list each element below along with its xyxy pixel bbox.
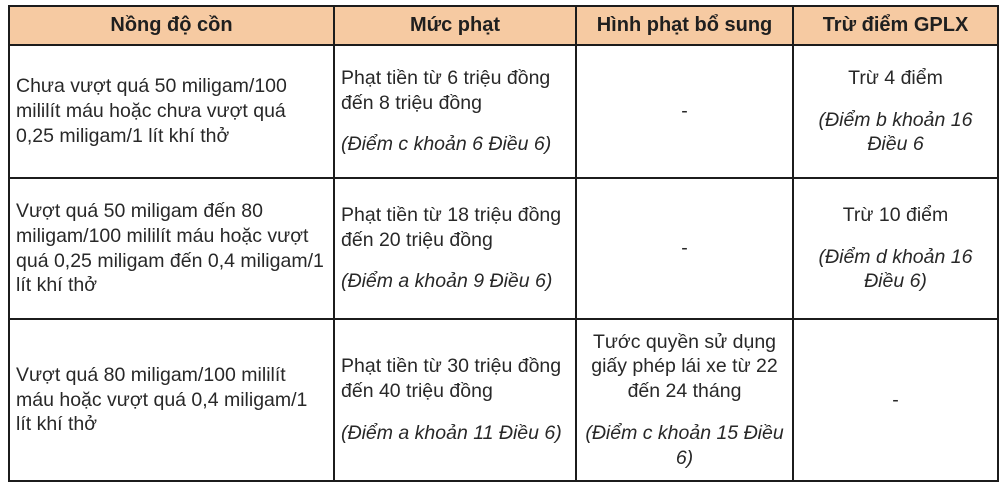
- cell-fine: [334, 319, 576, 481]
- cell-fine: [334, 178, 576, 319]
- fine-legal-note: (Điểm a khoản 11 Điều 6): [341, 421, 562, 444]
- cell-license-points: [793, 319, 998, 481]
- license-points-legal-note: (Điểm d khoản 16 Điều 6): [818, 245, 973, 293]
- cell-fine: [334, 45, 576, 178]
- table-row: [9, 319, 998, 481]
- license-points-text: Trừ 4 điểm: [848, 66, 943, 89]
- table-row: [9, 178, 998, 319]
- fine-text: Phạt tiền từ 6 triệu đồng đến 8 triệu đồng: [341, 66, 551, 114]
- col-header-alcohol-concentration: Nồng độ cồn: [9, 6, 334, 45]
- header-row: [9, 6, 998, 45]
- concentration-text: Chưa vượt quá 50 miligam/100 mililít máu hoặc chưa vượt quá 0,25 miligam/1 lít khí thở: [16, 75, 287, 147]
- fine-legal-note: (Điểm c khoản 6 Điều 6): [341, 133, 552, 156]
- cell-additional-penalty: [576, 45, 793, 178]
- cell-concentration: [9, 45, 334, 178]
- col-header-fine-level: Mức phạt: [334, 6, 576, 45]
- cell-license-points: [793, 178, 998, 319]
- concentration-text: Vượt quá 50 miligam đến 80 miligam/100 mililít máu hoặc vượt quá 0,25 miligam đến 0,4 miligam/1 lít khí thở: [16, 200, 324, 297]
- cell-license-points: [793, 45, 998, 178]
- fine-legal-note: (Điểm a khoản 9 Điều 6): [341, 270, 553, 293]
- license-points-text: -: [892, 388, 899, 411]
- additional-penalty-legal-note: (Điểm c khoản 15 Điều 6): [585, 421, 784, 469]
- fine-text: Phạt tiền từ 30 triệu đồng đến 40 triệu đồng: [341, 355, 562, 403]
- concentration-text: Vượt quá 80 miligam/100 mililít máu hoặc vượt quá 0,4 miligam/1 lít khí thở: [16, 363, 308, 436]
- col-header-additional-penalty: Hình phạt bổ sung: [576, 6, 793, 45]
- additional-penalty-text: -: [681, 237, 688, 260]
- fine-text: Phạt tiền từ 18 triệu đồng đến 20 triệu đồng: [341, 203, 562, 251]
- additional-penalty-text: Tước quyền sử dụng giấy phép lái xe từ 22 đến 24 tháng: [591, 330, 778, 403]
- cell-concentration: [9, 178, 334, 319]
- license-points-legal-note: (Điểm b khoản 16 Điều 6: [818, 108, 973, 156]
- table-row: [9, 45, 998, 178]
- cell-concentration: [9, 319, 334, 481]
- license-points-text: Trừ 10 điểm: [842, 203, 949, 226]
- alcohol-penalty-table: [8, 5, 999, 482]
- cell-additional-penalty: [576, 178, 793, 319]
- additional-penalty-text: -: [681, 100, 688, 123]
- col-header-license-points: Trừ điểm GPLX: [793, 6, 998, 45]
- cell-additional-penalty: [576, 319, 793, 481]
